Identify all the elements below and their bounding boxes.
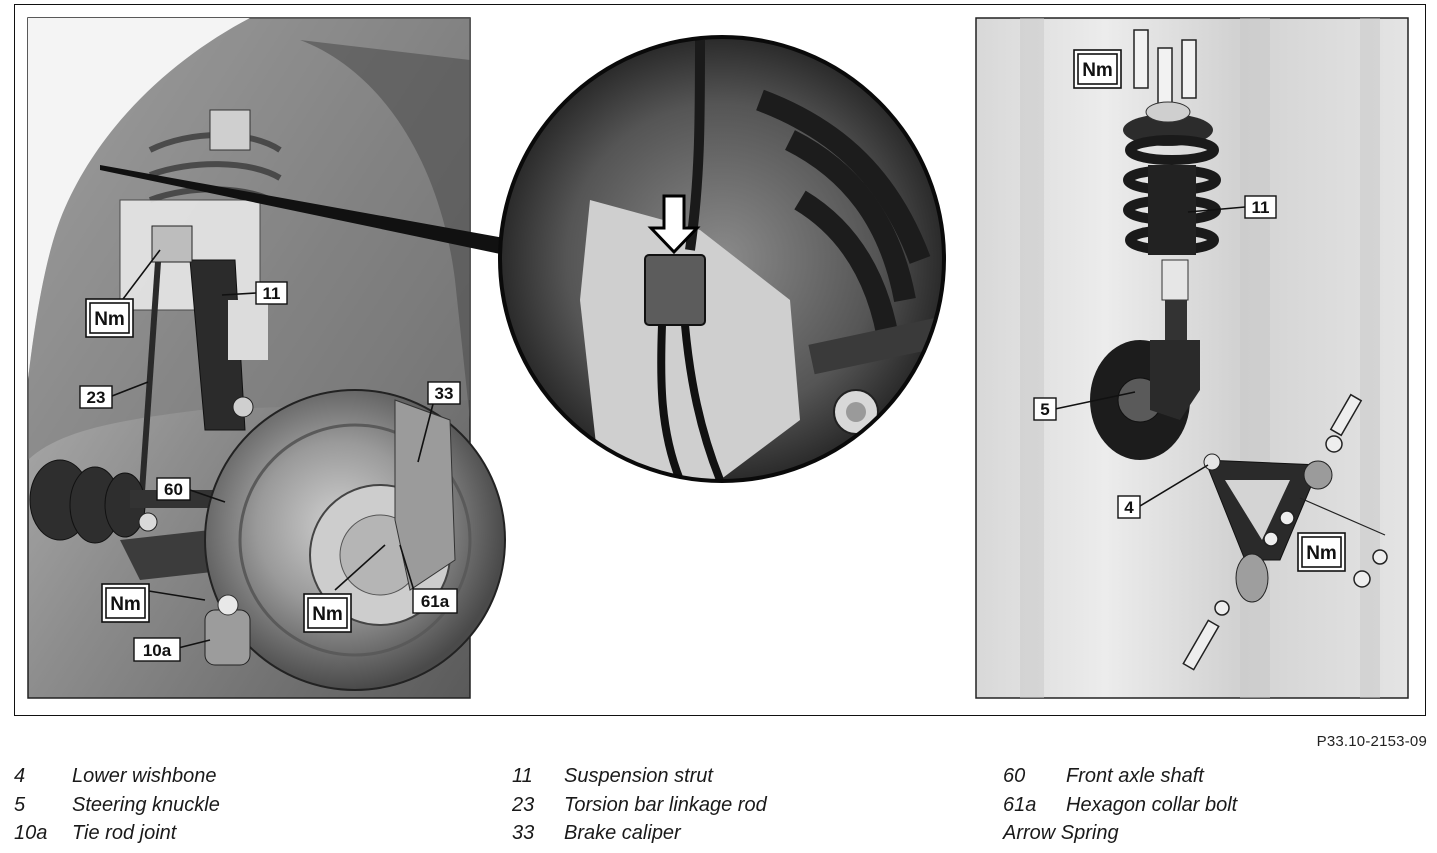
legend-text: Lower wishbone — [72, 765, 217, 787]
svg-text:Nm: Nm — [1082, 60, 1113, 81]
torque-badge — [1074, 50, 1121, 88]
legend-text: Arrow Spring — [1003, 822, 1119, 844]
right-photo-exploded-view — [976, 18, 1408, 698]
legend-item — [1003, 762, 1237, 791]
svg-text:Nm: Nm — [1306, 543, 1337, 564]
torque-badge — [102, 584, 149, 622]
legend-text: Front axle shaft — [1066, 765, 1204, 787]
legend-text: Hexagon collar bolt — [1066, 793, 1238, 816]
legend-item — [512, 791, 767, 820]
legend-item — [14, 791, 220, 820]
legend-text: Brake caliper — [564, 822, 681, 844]
svg-text:61a: 61a — [420, 592, 450, 611]
svg-text:Nm: Nm — [94, 309, 125, 330]
svg-text:11: 11 — [262, 284, 281, 303]
legend-number: 60 — [1003, 765, 1026, 787]
legend-text: Torsion bar linkage rod — [564, 793, 767, 816]
svg-text:5: 5 — [1040, 400, 1050, 419]
svg-text:60: 60 — [164, 480, 183, 499]
svg-text:10a: 10a — [142, 641, 172, 660]
svg-text:Nm: Nm — [312, 604, 343, 625]
svg-text:11: 11 — [1251, 198, 1270, 217]
callout-61a — [413, 589, 457, 613]
legend-text: Steering knuckle — [72, 793, 220, 816]
legend-item — [14, 819, 220, 848]
legend-item — [1003, 791, 1237, 820]
callout-33 — [428, 382, 460, 404]
torque-badge — [86, 299, 133, 337]
legend-number: 5 — [14, 793, 26, 816]
legend-item — [512, 819, 767, 848]
legend-column-1 — [14, 762, 220, 848]
legend-number: 11 — [512, 765, 533, 787]
legend-number: 4 — [14, 765, 26, 787]
legend-text: Tie rod joint — [72, 822, 177, 844]
callout-23 — [80, 386, 112, 408]
svg-text:Nm: Nm — [110, 594, 141, 615]
legend-number: 33 — [512, 822, 535, 844]
magnified-detail-circle — [500, 37, 952, 481]
svg-text:33: 33 — [434, 384, 454, 403]
legend-text: Suspension strut — [564, 765, 713, 787]
legend-number: 61a — [1003, 793, 1037, 816]
callout-60 — [157, 478, 190, 500]
legend-column-2 — [512, 762, 767, 848]
torque-badge — [1298, 533, 1345, 571]
legend-item — [512, 762, 767, 791]
svg-text:23: 23 — [86, 388, 106, 407]
callout-4 — [1118, 496, 1140, 518]
torque-badge — [304, 594, 351, 632]
callout-11-left — [256, 282, 287, 304]
figure-reference-code: P33.10-2153-09 — [1316, 733, 1427, 750]
legend-item — [14, 762, 220, 791]
legend-number: 23 — [512, 793, 535, 816]
callout-10a — [134, 638, 180, 661]
callout-5 — [1034, 398, 1056, 420]
callout-11-right — [1245, 196, 1276, 218]
svg-text:4: 4 — [1124, 498, 1134, 517]
legend-number: 10a — [14, 822, 48, 844]
legend-column-3 — [1003, 762, 1237, 848]
legend-item — [1003, 819, 1237, 848]
